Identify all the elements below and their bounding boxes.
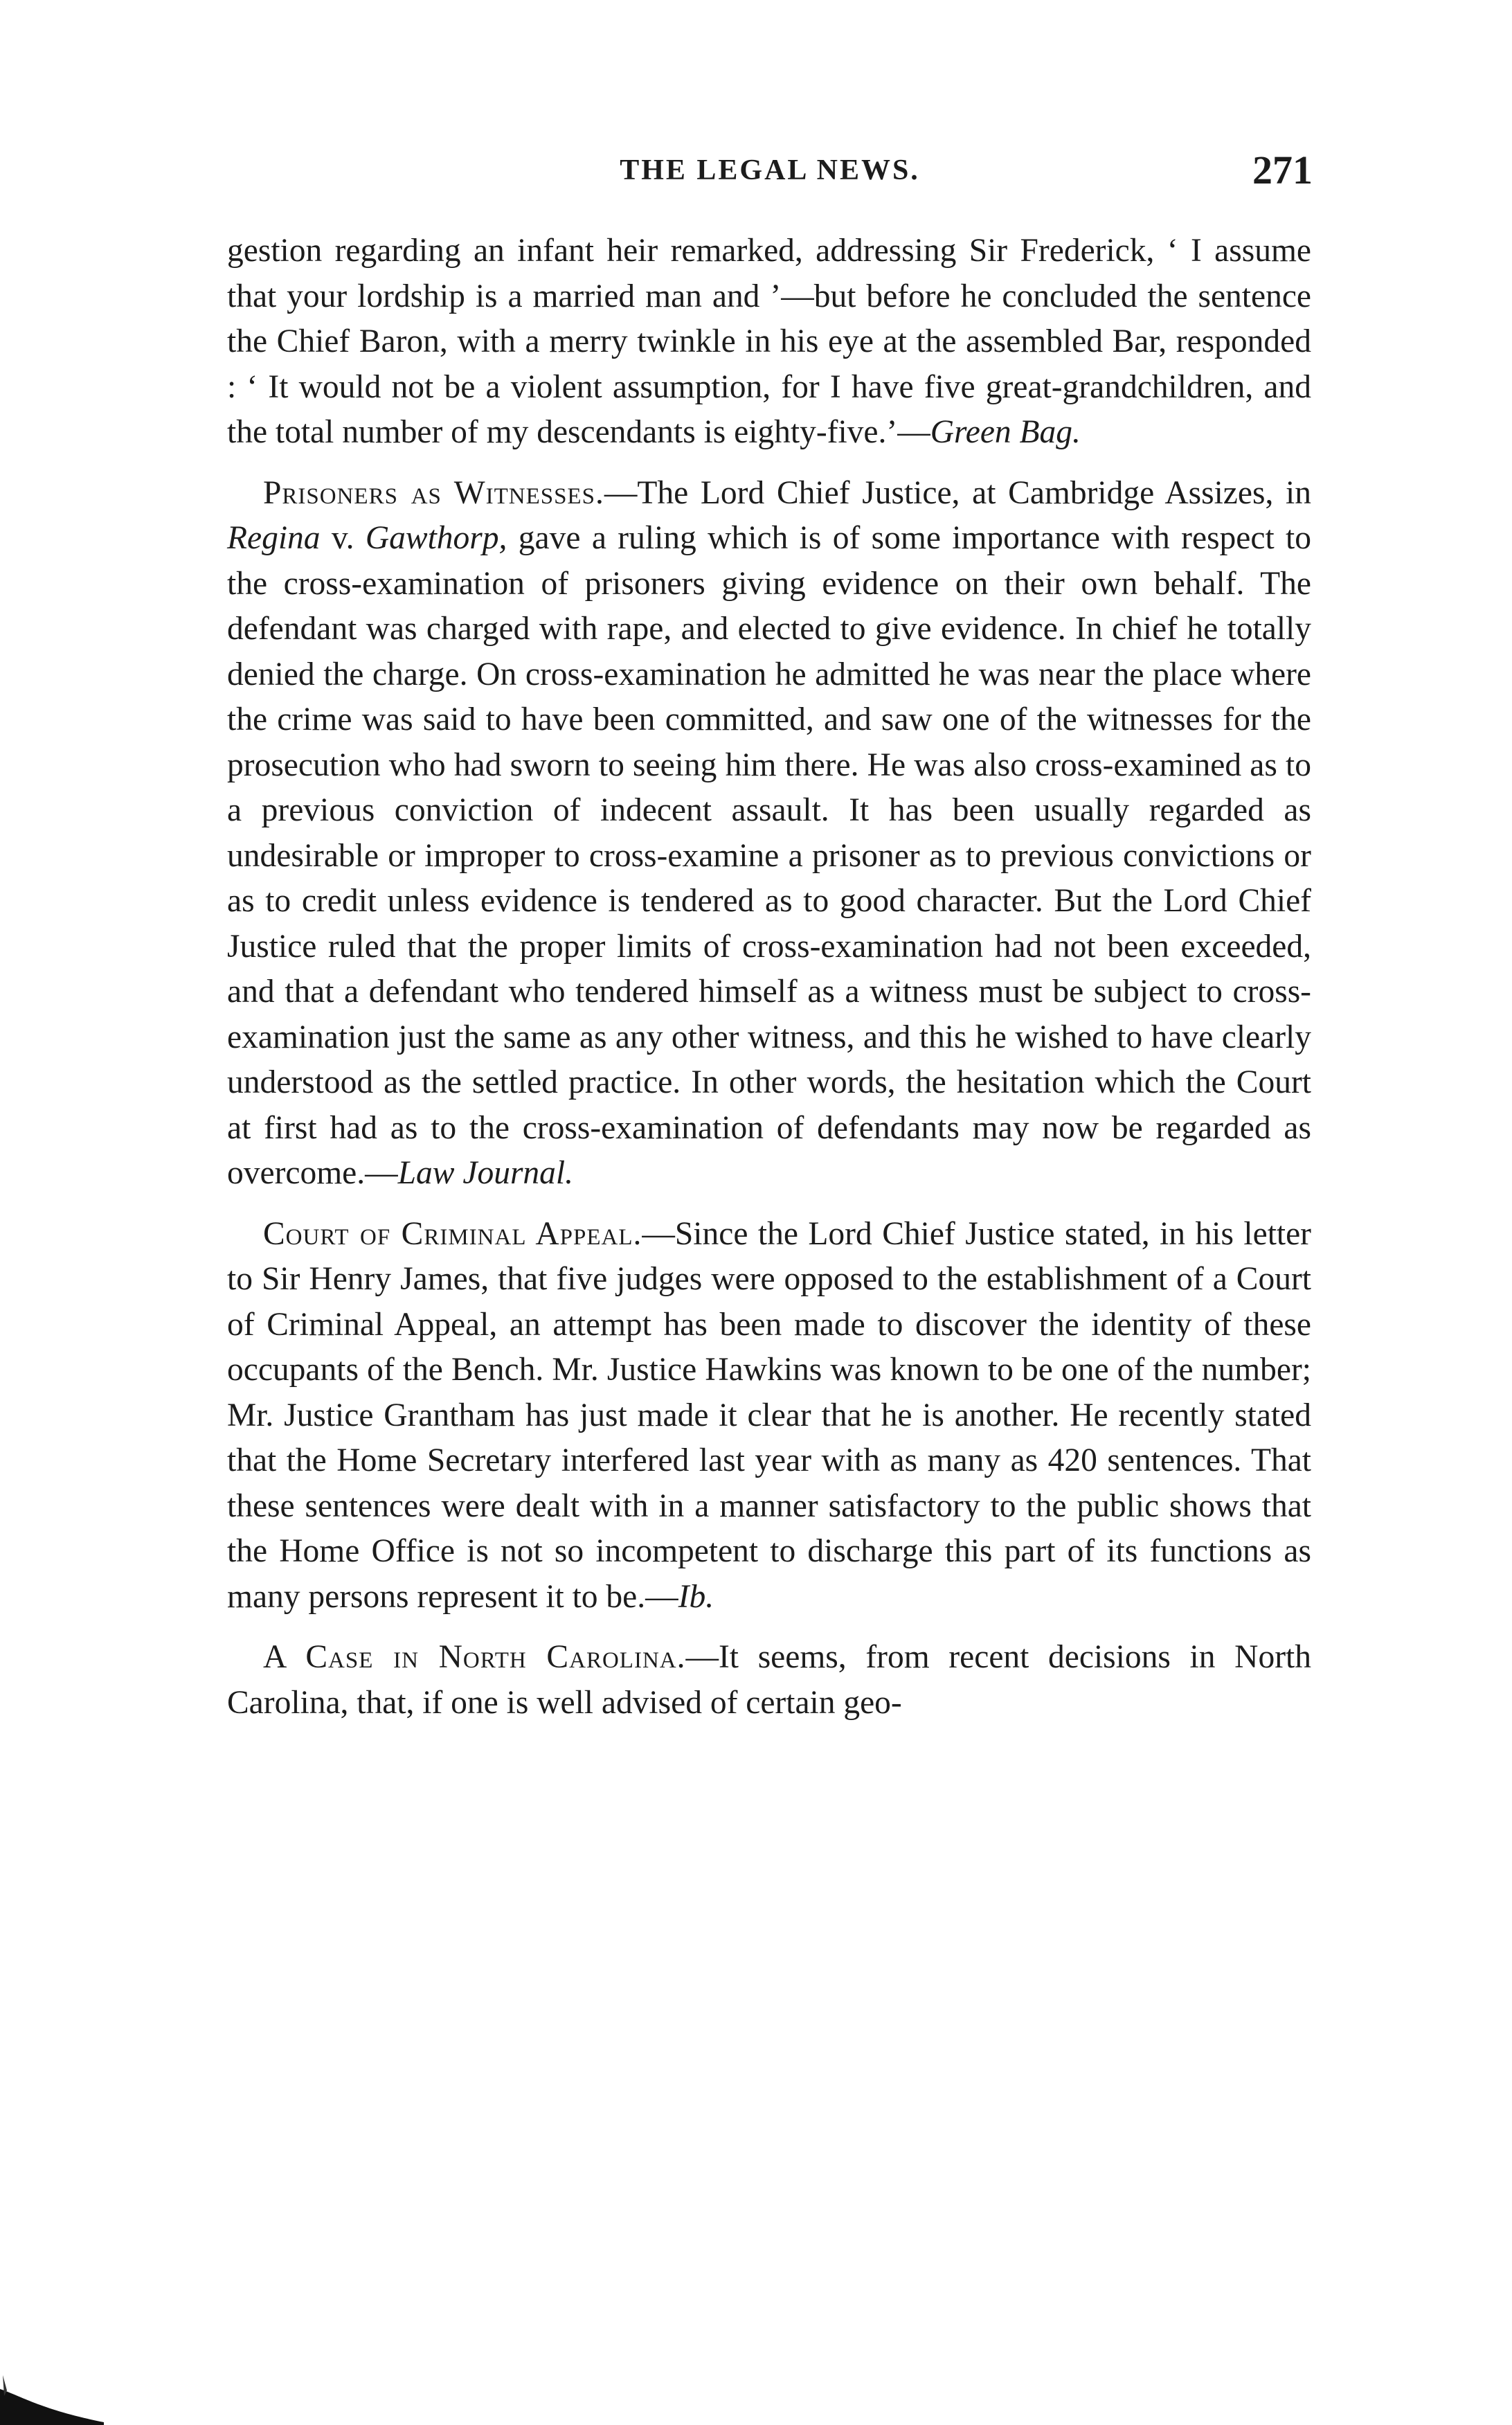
case-versus: v.	[320, 520, 366, 556]
section-heading: A Case in North Carolina.	[263, 1639, 686, 1675]
source-citation: Ib.	[678, 1578, 714, 1615]
paragraph-text: —It seems, from recent decisions in North Carolina, that, if one is well advised of certain geo-	[227, 1639, 1311, 1721]
source-citation: Green Bag.	[930, 414, 1081, 450]
paragraph-prisoners-as-witnesses	[227, 471, 1311, 1197]
paragraph-text: —Since the Lord Chief Justice stated, in his letter to Sir Henry James, that five judges were opposed to the establishment of a Court of Criminal Appeal, an attempt has been made to discover the identity of these occupants of the Bench. Mr. Justice Hawkins was known to be one of the number; Mr. Justice Grantham has just made it clear that he is another. He recently stated that the Home Secretary interfered last year with as many as 420 sentences. That these sentences were dealt with in a manner satisfactory to the public shows that the Home Office is not so incompetent to discharge this part of its functions as many persons represent it to be.—	[227, 1215, 1311, 1615]
paragraph-text: gestion regarding an infant heir remarked, addressing Sir Frederick, ‘ I assume that your lordship is a married man and ’—but before he concluded the sentence the Chief Baron, with a merry twinkle in his eye at the assembled Bar, responded : ‘ It would not be a violent assumption, for I have five great-grandchildren, and the total number of my descendants is eighty-five.’—	[227, 233, 1311, 450]
journal-title: THE LEGAL NEWS.	[620, 154, 920, 186]
section-heading: Prisoners as Witnesses.	[263, 474, 604, 511]
paragraph-case-in-north-carolina	[227, 1635, 1311, 1726]
running-head	[227, 147, 1313, 202]
body-text	[227, 229, 1311, 1741]
paragraph-text: gave a ruling which is of some importance with respect to the cross-examination of prisoners giving evidence on their own behalf. The defendant was charged with rape, and elected to give evidence. In chief he totally denied the charge. On cross-examination he admitted he was near the place where the crime was said to have been committed, and saw one of the witnesses for the prosecution who had sworn to seeing him there. He was also cross-examined as to a previous conviction of indecent assault. It has been usually regarded as undesirable or improper to cross-examine a prisoner as to previous convictions or as to credit unless evidence is tendered as to good character. But the Lord Chief Justice ruled that the proper limits of cross-examination had not been exceeded, and that a defendant who tendered himself as a witness must be subject to cross-examination just the same as any other witness, and this he wished to have clearly understood as the settled practice. In other words, the hesitation which the Court at first had as to the cross-examination of defendants may now be regarded as overcome.—	[227, 520, 1311, 1191]
source-citation: Law Journal.	[397, 1155, 574, 1191]
page-number: 271	[1252, 147, 1313, 193]
scan-shadow-shape	[0, 2389, 104, 2425]
section-heading: Court of Criminal Appeal.	[263, 1215, 642, 1252]
paragraph-court-of-criminal-appeal	[227, 1212, 1311, 1620]
case-party-name: Gawthorp,	[365, 520, 507, 556]
case-party-name: Regina	[227, 520, 321, 556]
paragraph-continuation	[227, 229, 1311, 456]
paragraph-text: —The Lord Chief Justice, at Cambridge Assizes, in	[604, 474, 1312, 511]
scan-edge-mark	[0, 2347, 104, 2425]
